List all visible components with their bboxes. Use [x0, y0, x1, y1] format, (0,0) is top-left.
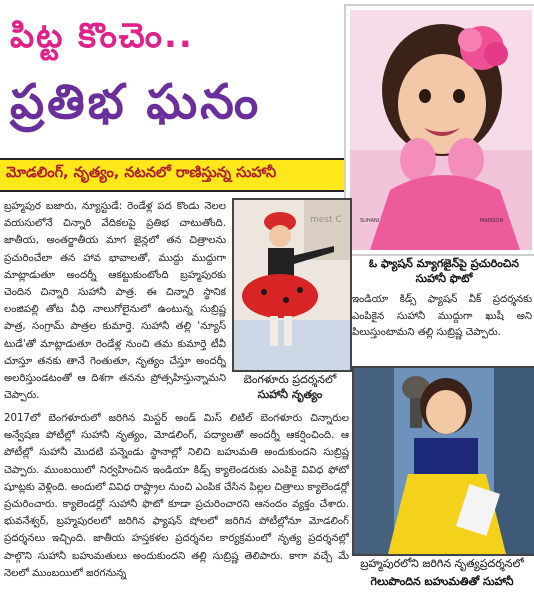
article-paragraph-1: బ్రహ్మపుర బజారు, న్యూస్టుడే: రెండేళ్ల పద కొండు నెలల వయసులోనే చిన్నారి వేదికలపై ప్రతిభ చాటుతోంది. జాతీయ, అంతర్జాతీయ మాగ జైన్లలో తన చిత్రాలను ప్రచురించేలా తన హావ భావాలతో, ముద్దు ముద్దుగా మాట్లాడుతూ అందర్నీ ఆకట్టుకుంటోంది బ్రహ్మపురకు చెందిన చిన్నారి సుహానీ పాత్ర. ఈ చిన్నారి స్థానిక లంజిపల్లి తోట వీధి నాలుగోలైనులో ఉంటున్న సుబ్రిష్ణ పాత్ర, సంగ్రామ్ పాత్రల కుమార్తె. సుహానీ తల్లి 'న్యూస్ టుడే'తో మాట్లాడుతూ రెండేళ్ల నుంచి తమ కుమార్తె టీవీ చూస్తూ తనకు తానే గెంతుతూ, నృత్యం చేస్తూ అందర్నీ అలరిస్తుండటంతో ఆ దిశగా తనను ప్రోత్సహిస్తున్నామని చెప్పారు.	[4, 201, 226, 402]
cover-photo-caption: ఓ ఫ్యాషన్ మ్యాగజైన్‌పై ప్రచురించిన సుహానీ ఫొటో	[369, 257, 519, 285]
award-caption-line-1: బ్రహ్మపురలోని జరిగిన నృత్యప్రదర్శనలో	[360, 557, 524, 570]
headline-line-1: పిట్ట కొంచెం..	[10, 16, 194, 56]
magazine-label-right: MAISSON	[480, 218, 504, 224]
girl-with-trophy-illustration	[354, 368, 534, 554]
article-paragraph-2: 2017లో బెంగళూరులో జరిగిన మిస్టర్ అండ్ మిస్ లిటిల్ బెంగళూరు చిన్నారుల అన్వేషణ పోటీల్లో సుహానీ నృత్యం, మోడలింగ్, పద్యాలతో అందర్నీ ఆకర్షించింది. ఆ పోటీల్లో సుహానీ మొదటి పన్నెండు స్థానాల్లో నిలిచి బహుమతి అందుకుందని సుబ్రిష్ణ చెప్పారు. ముంబయిలో నిర్వహించిన ఇండియా కిడ్స్ క్యాలెండరుకు ఎంపికై వివిధ ఫోటో షూట్లకు వెళ్లింది. అందులో వివిధ రాష్ట్రాల నుంచి ఎంపిక చేసిన పిల్లల చిత్రాలు క్యాలెండర్లో ప్రచురించారు. క్యాలెండర్లో సుహానీ ఫొటో కూడా ప్రచురించారని ఆనందం వ్యక్తం చేశారు. భువనేశ్వర్, బ్రహ్మపురలలో జరిగిన ఫ్యాషన్ షోలలో జరిగిన పోటీల్లోనూ మోడలింగ్ ప్రదర్శనలు ఇచ్చింది. జాతీయ హస్తకళల ప్రదర్శనల కార్యక్రమంలో నృత్య ప్రదర్శనల్లో పాల్గొని సుహానీ బహుమతులు అందుకుందని తల్లి సుబ్రిష్ణ తెలిపారు. కాగా వచ్చే మే నెలలో ముంబయిలో జరగనున్న	[4, 413, 349, 579]
magazine-label-left: SUHANI	[360, 218, 380, 224]
award-photo	[352, 366, 534, 556]
dance-caption-line-2: సుహానీ నృత్యం	[257, 388, 323, 401]
subheadline: మోడలింగ్, నృత్యం, నటనలో రాణిస్తున్న సుహానీ	[6, 165, 277, 181]
award-caption-line-2: గెలుపొందిన బహుమతితో సుహానీ	[370, 575, 514, 588]
headline-line-2: ప్రతిభ ఘనం	[10, 74, 262, 130]
dance-caption-line-1: బెంగళూరు ప్రదర్శనలో	[243, 373, 337, 386]
girl-portrait-illustration	[350, 10, 532, 250]
dancing-girl-illustration	[234, 200, 350, 370]
dance-photo	[232, 198, 352, 372]
magazine-cover-photo	[346, 6, 534, 254]
subheadline-bar	[0, 158, 345, 192]
background-banner-text: mest C	[310, 215, 342, 225]
sidebar-paragraph: ఇండియా కిడ్స్ ఫ్యాషన్ వీక్ ప్రదర్శనకు ఎంపికైన సుహానీ ముద్దుగా ఖుషీ అని పిలుస్తుంటామని తల్లి సుబ్రిష్ణ చెప్పారు.	[352, 294, 532, 338]
